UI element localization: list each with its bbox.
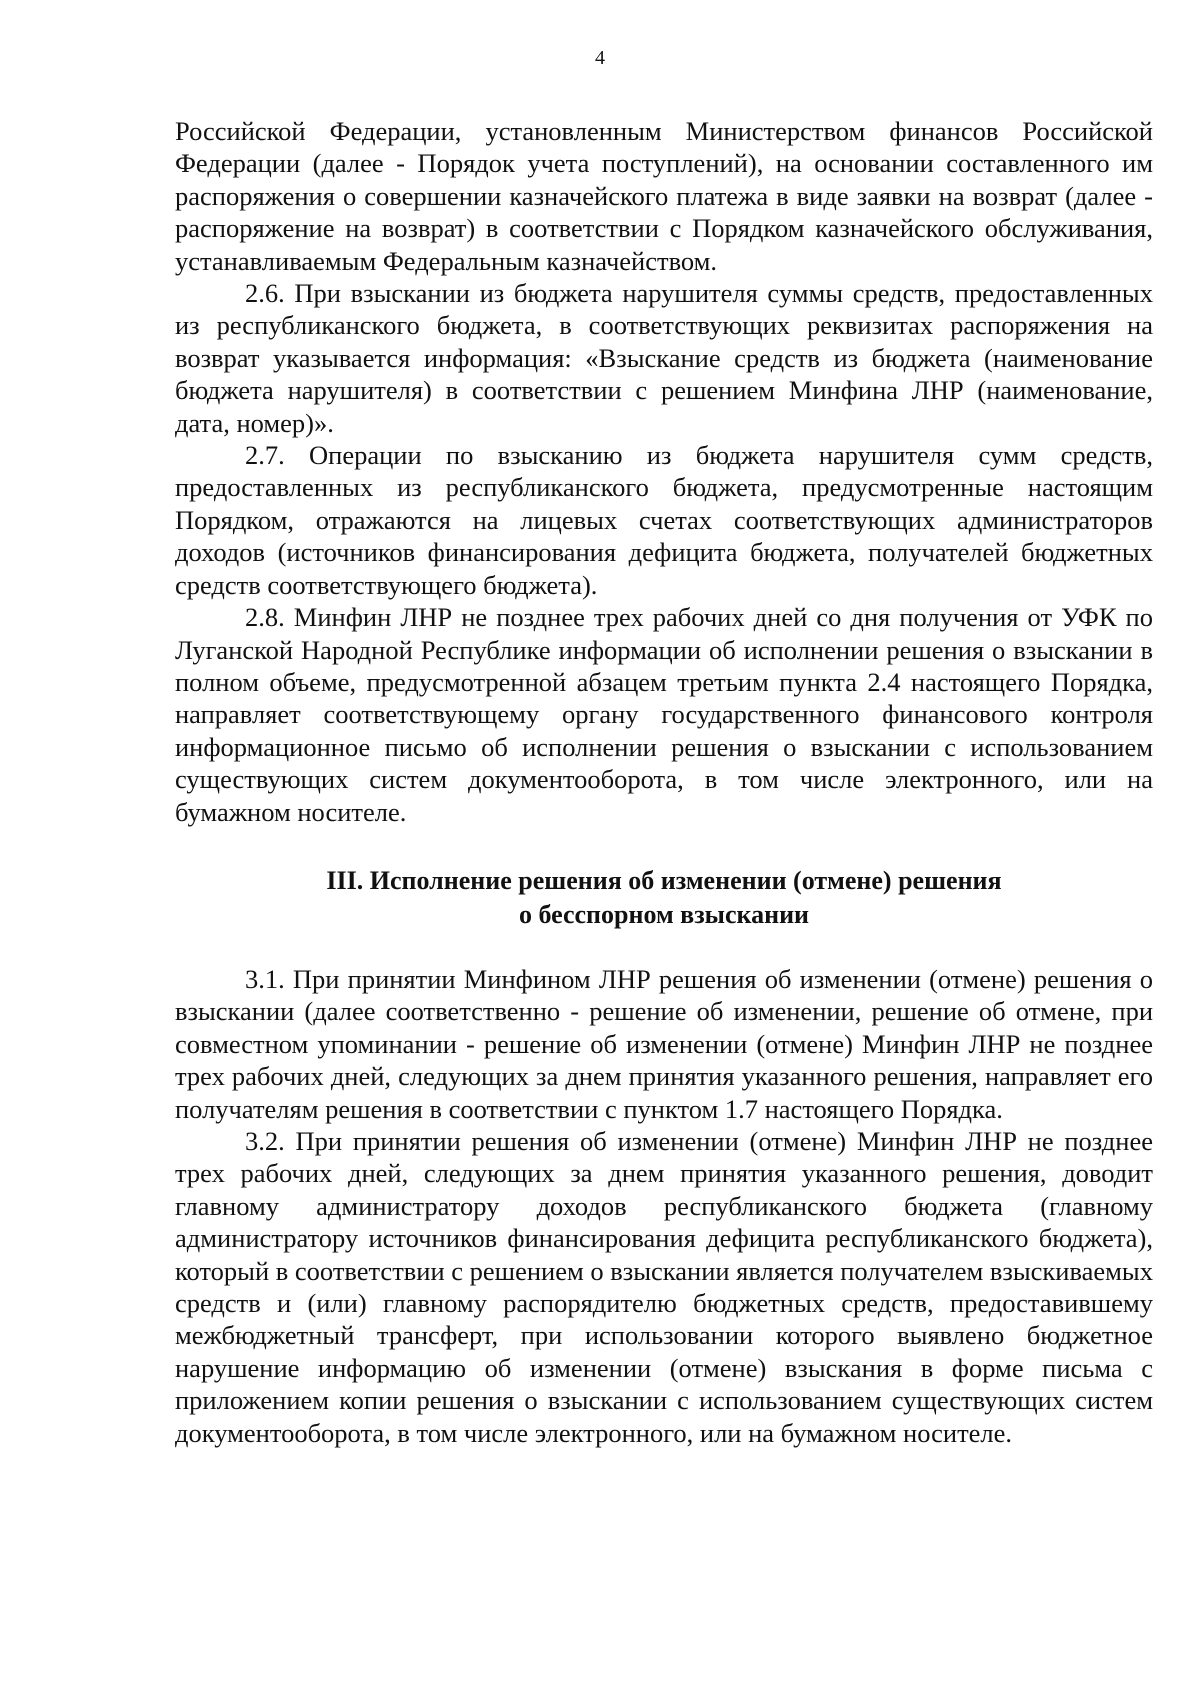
section-heading-line-2: о бесспорном взыскании <box>518 900 810 929</box>
paragraph-continuation: Российской Федерации, установленным Министерством финансов Российской Федерации (далее - Порядок учета поступлений), на основании составленного им распоряжения о совершении казначейского платежа в виде заявки на возврат (далее - распоряжение на возврат) в соответствии с Порядком казначейского обслуживания, устанавливаемым Федеральным казначейством. <box>175 116 1153 276</box>
paragraph-2-8: 2.8. Минфин ЛНР не позднее трех рабочих дней со дня получения от УФК по Луганской Народной Республике информации об исполнении решения о взыскании в полном объеме, предусмотренной абзацем третьим пункта 2.4 настоящего Порядка, направляет соответствующему органу государственного финансового контроля информационное письмо об исполнении решения о взыскании с использованием существующих систем документооборота, в том числе электронного, или на бумажном носителе. <box>175 602 1153 827</box>
paragraph-2-7: 2.7. Операции по взысканию из бюджета нарушителя сумм средств, предоставленных из республиканского бюджета, предусмотренные настоящим Порядком, отражаются на лицевых счетах соответствующих администраторов доходов (источников финансирования дефицита бюджета, получателей бюджетных средств соответствующего бюджета). <box>175 440 1153 600</box>
bottom-text-block <box>175 963 1153 1449</box>
section-heading-line-1: III. Исполнение решения об изменении (отмене) решения <box>326 866 1002 895</box>
section-heading <box>175 864 1153 932</box>
paragraph-3-2: 3.2. При принятии решения об изменении (отмене) Минфин ЛНР не позднее трех рабочих дней, следующих за днем принятия указанного решения, доводит главному администратору доходов республиканского бюджета (главному администратору источников финансирования дефицита республиканского бюджета), который в соответствии с решением о взыскании является получателем взыскиваемых средств и (или) главному распорядителю бюджетных средств, предоставившему межбюджетный трансферт, при использовании которого выявлено бюджетное нарушение информацию об изменении (отмене) взыскания в форме письма с приложением копии решения о взыскании с использованием существующих систем документооборота, в том числе электронного, или на бумажном носителе. <box>175 1126 1153 1448</box>
paragraph-2-6: 2.6. При взыскании из бюджета нарушителя суммы средств, предоставленных из республиканского бюджета, в соответствующих реквизитах распоряжения на возврат указывается информация: «Взыскание средств из бюджета (наименование бюджета нарушителя) в соответствии с решением Минфина ЛНР (наименование, дата, номер)». <box>175 278 1153 438</box>
top-text-block <box>175 115 1153 828</box>
page-number: 4 <box>595 47 605 69</box>
paragraph-3-1: 3.1. При принятии Минфином ЛНР решения об изменении (отмене) решения о взыскании (далее соответственно - решение об изменении, решение об отмене, при совместном упоминании - решение об изменении (отмене) Минфин ЛНР не позднее трех рабочих дней, следующих за днем принятия указанного решения, направляет его получателям решения в соответствии с пунктом 1.7 настоящего Порядка. <box>175 964 1153 1124</box>
